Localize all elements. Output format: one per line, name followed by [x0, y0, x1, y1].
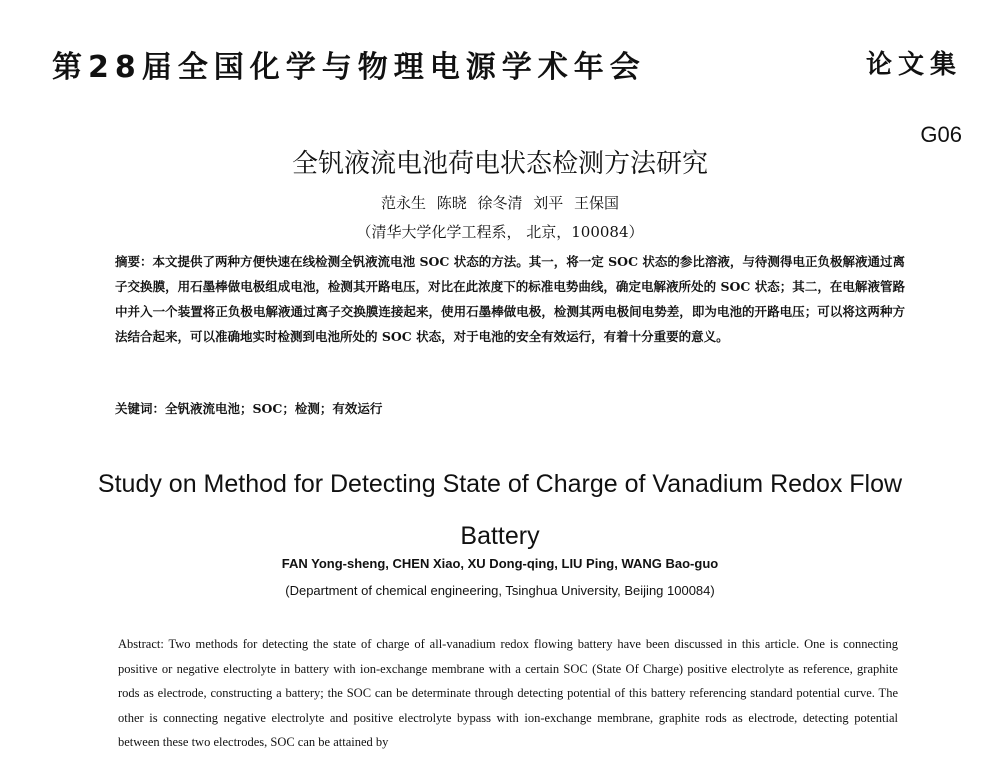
english-abstract: Abstract: Two methods for detecting the state of charge of all-vanadium redox flowing battery have been discussed in this article. One is connecting positive or negative electrolyte in battery with ion-exchange membrane with a certain SOC (State Of Charge) positive electrolyte as reference, graphite rods as electrode, constructing a battery; the SOC can be determinate through detecting potential of this battery referencing standard potential curve. The other is connecting negative electrolyte and positive electrolyte bypass with ion-exchange membrane, graphite rods as electrode, detecting potential between these two electrodes, SOC can be attained by: [118, 637, 898, 749]
chinese-authors: 范永生 陈晓 徐冬清 刘平 王保国: [380, 194, 620, 212]
paper-code: G06: [920, 122, 962, 147]
english-title: Study on Method for Detecting State of Charge of Vanadium Redox Flow Battery: [97, 470, 903, 550]
english-authors: FAN Yong-sheng, CHEN Xiao, XU Dong-qing, LIU Ping, WANG Bao-guo: [281, 556, 719, 571]
chinese-abstract: 摘要：本文提供了两种方便快速在线检测全钒液流电池 SOC 状态的方法。其一，将一定 SOC 状态的参比溶液，与待测得电正负极解液通过离子交换膜，用石墨棒做电极组成电池，检测其开路电压，对比在此浓度下的标准电势曲线，确定电解液所处的 SOC 状态；其二，在电解液管路中并入一个装置将正负极电解液通过离子交换膜连接起来，使用石墨棒做电极，检测其两电极间电势差，即为电池的开路电压；可以将这两种方法结合起来，可以准确地实时检测到电池所处的 SOC 状态，对于电池的安全有效运行，有着十分重要的意义。: [115, 254, 905, 344]
chinese-affiliation: （清华大学化学工程系， 北京，100084）: [356, 223, 644, 241]
chinese-keywords: 关键词：全钒液流电池；SOC；检测；有效运行: [115, 401, 383, 416]
conference-title: 第28届全国化学与物理电源学术年会: [52, 50, 646, 85]
chinese-title: 全钒液流电池荷电状态检测方法研究: [291, 149, 708, 179]
english-affiliation: (Department of chemical engineering, Tsinghua University, Beijing 100084): [285, 583, 715, 598]
collection-label: 论文集: [865, 50, 962, 80]
